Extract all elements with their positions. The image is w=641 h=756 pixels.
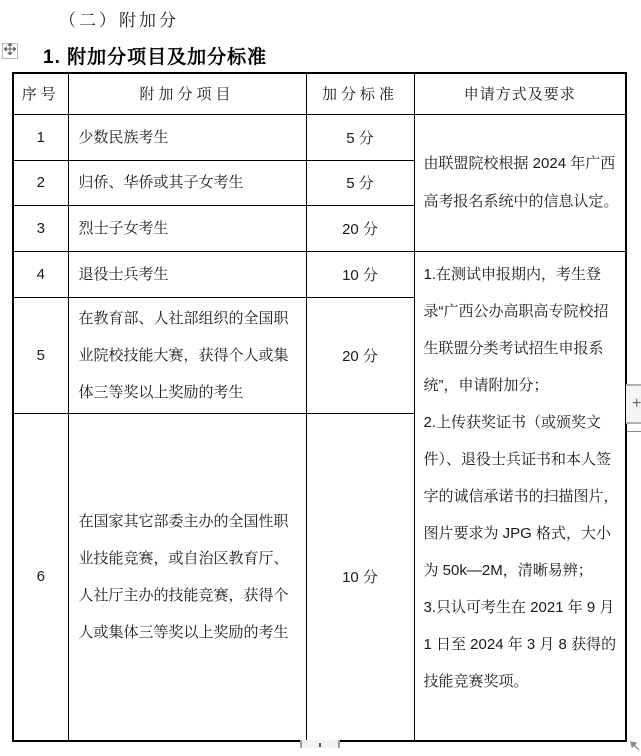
- row-number: 5: [13, 297, 68, 413]
- apply-paragraph-1: 1.在测试申报期内，考生登录“广西公办高职高专院校招生联盟分类考试招生申报系统”，申请附加分；: [423, 265, 609, 394]
- row-score: 10 分: [306, 413, 414, 741]
- header-seq: 序号: [13, 73, 68, 114]
- plus-icon: +: [632, 395, 641, 412]
- row-item: 少数民族考生: [68, 114, 306, 160]
- apply-paragraph-3: 3.只认可考生在 2021 年 9 月 1 日至 2024 年 3 月 8 获得的技能竞赛奖项。: [423, 598, 617, 690]
- subsection-heading: 1. 附加分项目及加分标准: [43, 47, 268, 68]
- header-score: 加分标准: [306, 73, 414, 114]
- table-move-handle[interactable]: [2, 43, 18, 59]
- row-item: 归侨、华侨或其子女考生: [68, 160, 306, 205]
- row-item: 在国家其它部委主办的全国性职业技能竞赛，或自治区教育厅、人社厅主办的技能竞赛，获得个人或集体三等奖以上奖励的考生: [68, 413, 306, 741]
- scrollbar-tick: [319, 743, 321, 747]
- side-separator-line: [627, 431, 641, 432]
- row-item: 在教育部、人社部组织的全国职业院校技能大赛，获得个人或集体三等奖以上奖励的考生: [68, 297, 306, 413]
- table-header-row: [13, 73, 626, 114]
- header-apply: 申请方式及要求: [414, 73, 626, 114]
- row-score: 5 分: [306, 160, 414, 205]
- row-number: 3: [13, 205, 68, 251]
- header-item: 附加分项目: [68, 73, 306, 114]
- table-row: [13, 114, 626, 160]
- apply-paragraph-2: 2.上传获奖证书（或颁奖文件）、退役士兵证书和本人签字的诚信承诺书的扫描图片，图片要求为 JPG 格式，大小为 50k—2M，清晰易辨；: [423, 413, 619, 579]
- row-score: 5 分: [306, 114, 414, 160]
- table-row: [13, 251, 626, 297]
- move-arrows-icon: [4, 42, 16, 60]
- add-button[interactable]: [626, 384, 641, 424]
- row-number: 1: [13, 114, 68, 160]
- row-score: 20 分: [306, 205, 414, 251]
- row-number: 4: [13, 251, 68, 297]
- row-number: 2: [13, 160, 68, 205]
- row-item: 退役士兵考生: [68, 251, 306, 297]
- row-item: 烈士子女考生: [68, 205, 306, 251]
- row-score: 20 分: [306, 297, 414, 413]
- apply-note-rows-1-3: 由联盟院校根据 2024 年广西高考报名系统中的信息认定。: [414, 114, 626, 251]
- row-number: 6: [13, 413, 68, 741]
- row-score: 10 分: [306, 251, 414, 297]
- bonus-points-table: [12, 72, 627, 742]
- section-heading: （二）附加分: [59, 11, 179, 30]
- apply-note-rows-4-6: [414, 251, 626, 741]
